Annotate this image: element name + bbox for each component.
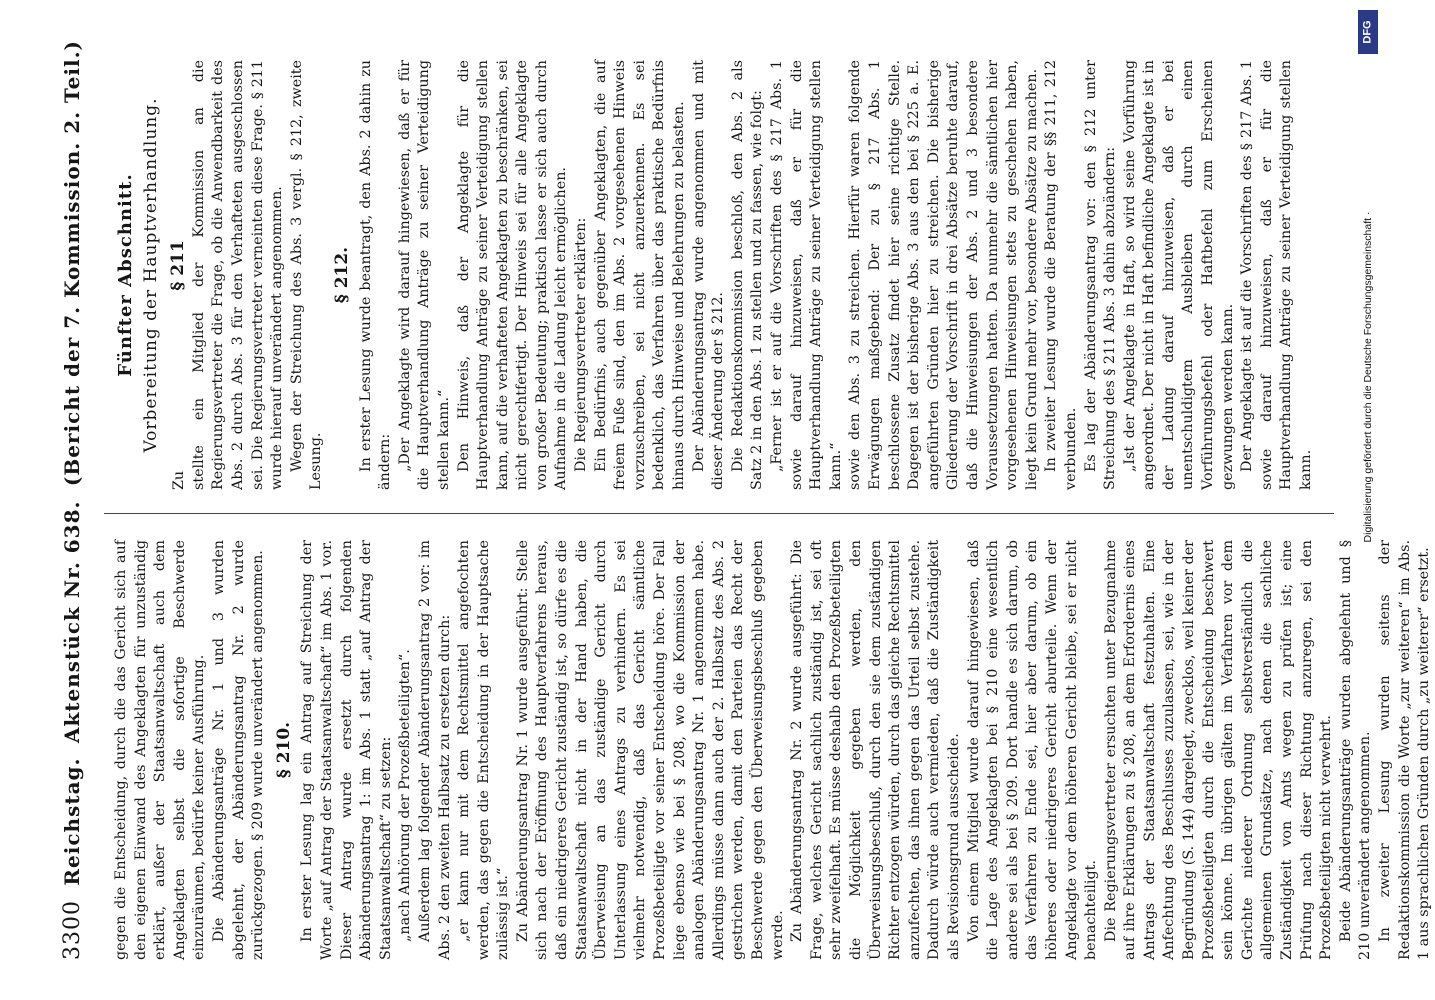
quote: „Ferner ist er auf die Vorschriften des § 217 Abs. 1 sowie darauf hinzuweisen, daß er für die Hauptverhandlung Anträge zu seiner Verteidigung stellen kann.“ <box>769 60 844 490</box>
digitization-credit <box>1355 10 1383 700</box>
paragraph: Beide Abänderungsanträge wurden abgelehnt und § 210 unverändert angenommen. <box>1337 540 1374 960</box>
quote: „Ist der Angeklagte in Haft, so wird seine Vorführung angeordnet. Der nicht in Haft befindliche Angeklagte ist in der Ladung darauf hinzuweisen, daß er bei unentschuldigtem Ausbleiben durch einen Vorführungsbefehl oder Haftbefehl zum Erscheinen gezwungen werden kann. <box>1121 60 1236 490</box>
quote: „Der Angeklagte wird darauf hingewiesen, daß er für die Hauptverhandlung Anträge zu seiner Verteidigung stellen kann.“ <box>396 60 452 490</box>
paragraph: Außerdem lag folgender Abänderungsantrag 2 vor: im Abs. 2 den zweiten Halbsatz zu ersetzen durch: <box>416 540 453 960</box>
paragraph: Zu Abänderungsantrag Nr. 1 wurde ausgeführt: Stelle sich nach der Eröffnung des Hauptverfahrens heraus, daß ein niedrigeres Gericht zuständig ist, so dürfe es die Staatsanwaltschaft nicht in der Hand haben, die Überweisung an das zuständige Gericht durch Unterlassung eines Antrags zu verhindern. Es sei vielmehr notwendig, daß das Gericht sämtliche Prozeßbeteiligte vor seiner Entscheidung höre. Der Fall liege ebenso wie bei § 208, wo die Kommission der analogen Abänderungsantrag Nr. 1 angenommen habe. Allerdings müsse dann auch der 2. Halbsatz des Abs. 2 gestrichen werden, damit den Parteien das Recht der Beschwerde gegen den Überweisungsbeschluß gegeben werde. <box>514 540 786 960</box>
paragraph: gegen die Entscheidung, durch die das Gericht sich auf den eigenen Einwand des Angeklagten für unzuständig erklärt, außer der Staatsanwaltschaft auch dem Angeklagten selbst die sofortige Beschwerde einzuräumen, bedürfe keiner Ausführung. <box>113 540 208 960</box>
paragraph: sowie den Abs. 3 zu streichen. Hierfür waren folgende Erwägungen maßgebend: Der zu § 217 Abs. 1 beschlossene Zusatz findet hier seine richtige Stelle. Dagegen ist der bisherige Abs. 3 aus den bei § 225 a. E. angeführten Gründen hier zu streichen. Die bisherige Gliederung der Vorschrift in drei Absätze beruhte darauf, daß die Hinweisungen der Abs. 2 und 3 besondere Voraussetzungen hatten. Da nunmehr die sämtlichen hier vorgesehenen Hinweisungen stets zu geschehen haben, liegt kein Grund mehr vor, besondere Absätze zu machen. <box>847 60 1040 490</box>
paragraph: Ein Bedürfnis, auch gegenüber Angeklagten, die auf freiem Fuße sind, den im Abs. 2 vorgesehenen Hinweis vorzuschreiben, sei nicht anzuerkennen. Es sei bedenklich, das Verfahren über das praktische Bedürfnis hinaus durch Hinweise und Belehrungen zu belasten. <box>592 60 688 490</box>
header-report: (Bericht der 7. Kommission. 2. Teil.) <box>60 40 84 487</box>
section-title: Fünfter Abschnitt. <box>115 173 136 377</box>
paragraph: Den Hinweis, daß der Angeklagte für die Hauptverhandlung Anträge zu seiner Verteidigung stellen kann, auf die verhafteten Angeklagten zu beschränken, sei nicht gerechtfertigt. Der Hinweis sei für alle Angeklagte von großer Bedeutung; praktisch lasse er sich auch durch Aufnahme in die Ladung leicht ermöglichen. <box>455 60 570 490</box>
header-left-title: Reichstag. <box>60 757 84 886</box>
credit-text: Digitalisierung gefördert durch die Deutsche Forschungsgemeinschaft · <box>1362 211 1374 543</box>
quote: Der Angeklagte ist auf die Vorschriften des § 217 Abs. 1 sowie darauf hinzuweisen, daß er für die Hauptverhandlung Anträge zu seiner Verteidigung stellen kann. <box>1239 60 1315 490</box>
quote: „er kann nur mit dem Rechtsmittel angefochten werden, das gegen die Entscheidung in der Hauptsache zulässig ist.“ <box>456 540 512 960</box>
paragraph: Von einem Mitglied wurde darauf hingewiesen, daß die Lage des Angeklagten bei § 210 eine wesentlich andere sei als bei § 209. Dort handle es sich darum, ob das Verfahren zu Ende sei, hier aber darum, ob ein höheres oder niedrigeres Gericht aburteile. Wenn der Angeklagte vor dem höheren Gericht bleibe, sei er nicht benachteiligt. <box>965 540 1100 960</box>
paragraph: In zweiter Lesung wurde die Beratung der §§ 211, 212 verbunden. <box>1043 60 1079 490</box>
paragraph: stellte ein Mitglied der Kommission an die Regierungsvertreter die Frage, ob die Anwendbarkeit des Abs. 2 durch Abs. 3 für den Verhafteten ausgeschlossen sei. Die Regierungsvertreter verneinten diese Frage. § 211 wurde hierauf unverändert angenommen. <box>190 60 286 490</box>
right-column <box>112 60 1350 490</box>
zu-label: Zu <box>171 470 188 490</box>
header-document: Aktenstück Nr. 638. <box>60 500 84 744</box>
page-header <box>50 40 94 960</box>
paragraph: In zweiter Lesung wurden seitens der Redaktionskommission die Worte „zur weiteren“ im Abs. 1 aus sprachlichen Gründen durch „zu weiterer“ ersetzt. <box>1377 540 1433 960</box>
paragraph: Die Abänderungsanträge Nr. 1 und 3 wurden abgelehnt, der Abänderungsantrag Nr. 2 wurde zurückgezogen. § 209 wurde unverändert angenommen. <box>210 540 267 960</box>
paragraph: Der Abänderungsantrag wurde angenommen und mit dieser Änderung der § 212. <box>690 60 727 490</box>
paragraph: Es lag der Abänderungsantrag vor: den § 212 unter Streichung des § 211 Abs. 3 dahin abzuändern: <box>1082 60 1119 490</box>
section-heading-210: § 210. <box>273 721 294 779</box>
section-heading-211: § 211 <box>168 240 189 291</box>
section-subtitle: Vorbereitung der Hauptverhandlung. <box>140 97 161 453</box>
paragraph: Die Regierungsvertreter erklärten: <box>573 217 590 472</box>
dfg-logo: DFG <box>1358 10 1378 54</box>
paragraph: Wegen der Streichung des Abs. 3 vergl. § 212, zweite Lesung. <box>288 60 325 490</box>
left-column <box>112 540 1433 960</box>
paragraph: Die Redaktionskommission beschloß, den Abs. 2 als Satz 2 in den Abs. 1 zu stellen und zu fassen, wie folgt: <box>729 60 766 490</box>
section-heading-212: § 212. <box>331 246 352 304</box>
paragraph: Zu Abänderungsantrag Nr. 2 wurde ausgeführt: Die Frage, welches Gericht sachlich zuständig ist, sei oft sehr zweifelhaft. Es müsse deshalb den Prozeßbeteiligten die Möglichkeit gegeben werden, den Überweisungsbeschluß, durch den sie dem zuständigen Richter entzogen würden, durch das gleiche Rechtsmittel anzufechten, das ihnen gegen das Urteil selbst zustehe. Dadurch würde auch vermieden, daß die Zuständigkeit als Revisionsgrund ausscheide. <box>789 540 962 960</box>
paragraph: In erster Lesung wurde beantragt, den Abs. 2 dahin zu ändern: <box>357 60 394 490</box>
page-number: 3300 <box>59 900 85 960</box>
paragraph: In erster Lesung lag ein Antrag auf Streichung der Worte „auf Antrag der Staatsanwaltschaft“ im Abs. 1 vor. Dieser Antrag wurde ersetzt durch folgenden Abänderungsantrag 1: im Abs. 1 statt „auf Antrag der Staatsanwaltschaft“ zu setzen: <box>299 540 394 960</box>
paragraph: Die Regierungsvertreter ersuchten unter Bezugnahme auf ihre Erklärungen zu § 208, an dem Erfordernis eines Antrags der Staatsanwaltschaft festzuhalten. Eine Anfechtung des Beschlusses zuzulassen, sei, wie in der Begründung (S. 144) dargelegt, zwecklos, weil keiner der Prozeßbeteiligten durch die Entscheidung beschwert sein könne. Im übrigen gälten im Verfahren vor dem Gerichte niederer Ordnung selbstverständlich die allgemeinen Grundsätze, nach denen die sachliche Zuständigkeit von Amts wegen zu prüfen ist; eine Prüfung nach dieser Richtung anzuregen, sei den Prozeßbeteiligten nicht verwehrt. <box>1102 540 1335 960</box>
column-divider <box>104 513 1334 514</box>
quote: „nach Anhörung der Prozeßbeteiligten“. <box>397 649 414 942</box>
